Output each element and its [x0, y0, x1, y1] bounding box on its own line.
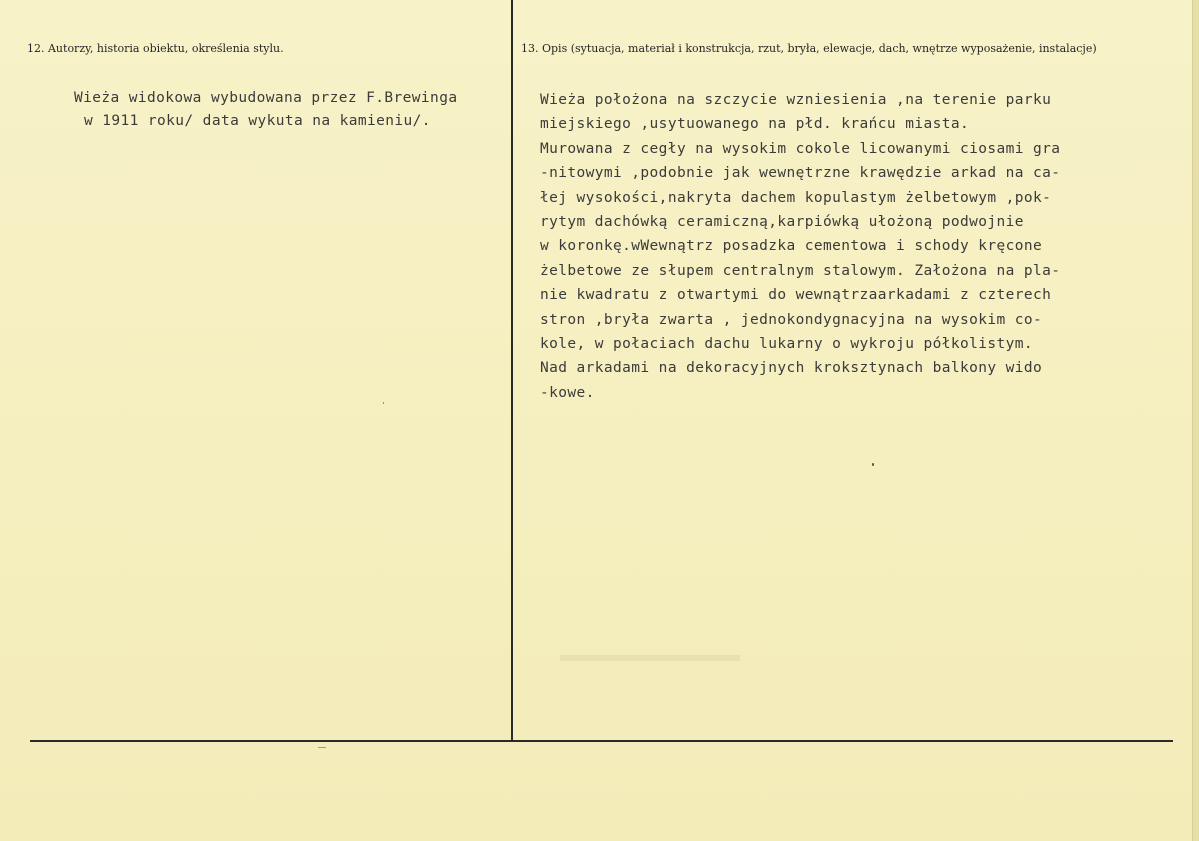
- text-line: miejskiego ,usytuowanego na płd. krańcu miasta.: [540, 116, 970, 133]
- text-line: -nitowymi ,podobnie jak wewnętrzne krawędzie arkad na ca-: [540, 165, 1061, 182]
- ink-speck: [318, 747, 326, 748]
- text-line: żelbetowe ze słupem centralnym stalowym. Założona na pla-: [540, 262, 1061, 279]
- text-line: nie kwadratu z otwartymi do wewnątrzaarkadami z czterech: [540, 287, 1052, 304]
- text-line: kole, w połaciach dachu lukarny o wykroju półkolistym.: [540, 335, 1034, 352]
- paper-blemish: [560, 655, 740, 661]
- paper-edge: [1192, 0, 1199, 841]
- section-12-header: 12. Autorzy, historia obiektu, określenia stylu.: [27, 42, 284, 55]
- text-line: Nad arkadami na dekoracyjnych kroksztynach balkony wido: [540, 360, 1043, 377]
- text-line: w koronkę.wWewnątrz posadzka cementowa i schody kręcone: [540, 238, 1043, 255]
- bottom-rule: [30, 740, 1173, 742]
- text-line: stron ,bryła zwarta , jednokondygnacyjna na wysokim co-: [540, 311, 1043, 328]
- column-divider: [511, 0, 513, 741]
- text-line: łej wysokości,nakryta dachem kopulastym żelbetowym ,pok-: [540, 189, 1052, 206]
- section-13-text: [540, 88, 1060, 405]
- section-13-header: 13. Opis (sytuacja, materiał i konstrukcja, rzut, bryła, elewacje, dach, wnętrze wyposażenie, instalacje): [521, 42, 1097, 55]
- text-line: w 1911 roku/ data wykuta na kamieniu/.: [84, 113, 431, 129]
- text-line: rytym dachówką ceramiczną,karpiówką ułożoną podwojnie: [540, 213, 1024, 230]
- section-12-text: [74, 87, 457, 133]
- text-line: Wieża położona na szczycie wzniesienia ,na terenie parku: [540, 92, 1052, 108]
- text-line: -kowe.: [540, 384, 595, 401]
- ink-speck: [872, 463, 874, 466]
- text-line: Wieża widokowa wybudowana przez F.Brewinga: [74, 90, 458, 106]
- text-line: Murowana z cegły na wysokim cokole licowanymi ciosami gra: [540, 140, 1061, 157]
- ink-speck: [383, 402, 384, 404]
